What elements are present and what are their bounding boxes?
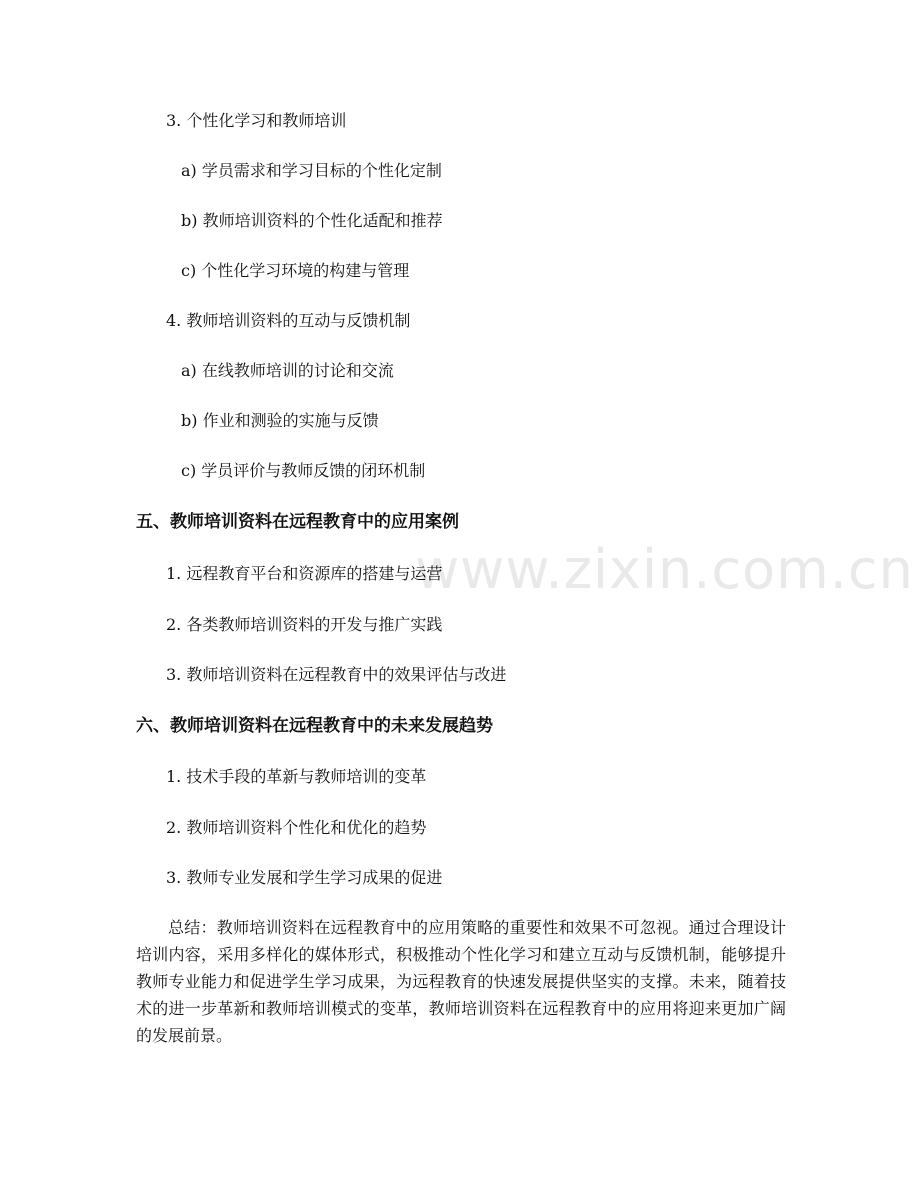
sub-list-item: a) 在线教师培训的讨论和交流 [181, 361, 394, 380]
list-item: 1. 远程教育平台和资源库的搭建与运营 [166, 564, 443, 583]
list-item: 3. 教师培训资料在远程教育中的效果评估与改进 [166, 665, 507, 684]
watermark: www.zixin.com.cn [415, 538, 914, 601]
list-item: 2. 教师培训资料个性化和优化的趋势 [166, 818, 427, 837]
list-item: 2. 各类教师培训资料的开发与推广实践 [166, 615, 443, 634]
section-heading: 五、教师培训资料在远程教育中的应用案例 [136, 512, 459, 532]
summary-paragraph: 总结：教师培训资料在远程教育中的应用策略的重要性和效果不可忽视。通过合理设计培训内容，采用多样化的媒体形式，积极推动个性化学习和建立互动与反馈机制，能够提升教师专业能力和促进学生学习成果，为远程教育的快速发展提供坚实的支撑。未来，随着技术的进一步革新和教师培训模式的变革，教师培训资料在远程教育中的应用将迎来更加广阔的发展前景。 [136, 918, 786, 1045]
sub-list-item: b) 作业和测验的实施与反馈 [181, 411, 379, 430]
list-item: 1. 技术手段的革新与教师培训的变革 [166, 767, 427, 786]
list-item: 3. 教师专业发展和学生学习成果的促进 [166, 868, 443, 887]
sub-list-item: c) 个性化学习环境的构建与管理 [181, 261, 410, 280]
sub-list-item: b) 教师培训资料的个性化适配和推荐 [181, 211, 443, 230]
sub-list-item: a) 学员需求和学习目标的个性化定制 [181, 161, 442, 180]
section-heading: 六、教师培训资料在远程教育中的未来发展趋势 [136, 716, 493, 736]
list-item: 4. 教师培训资料的互动与反馈机制 [166, 311, 411, 330]
list-item: 3. 个性化学习和教师培训 [166, 111, 347, 130]
sub-list-item: c) 学员评价与教师反馈的闭环机制 [181, 461, 426, 480]
